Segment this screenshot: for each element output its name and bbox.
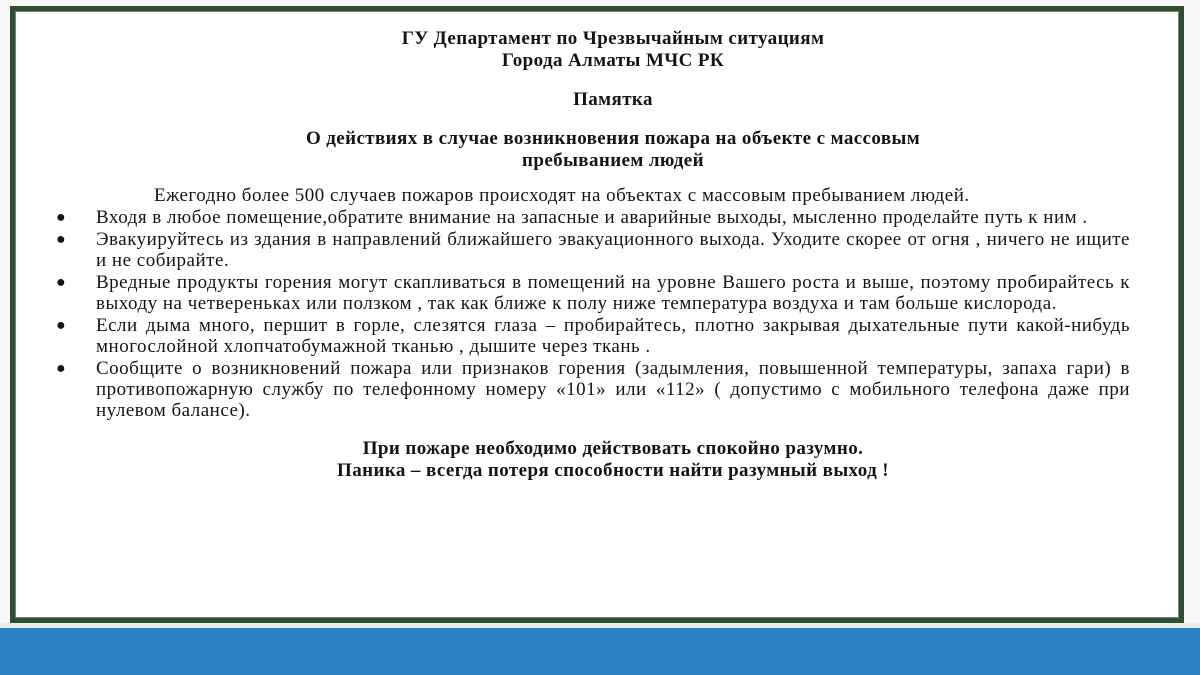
bullet-icon: ● xyxy=(56,209,67,226)
list-item xyxy=(56,315,1130,357)
closing-line-2: Паника – всегда потеря способности найти разумный выход ! xyxy=(337,460,889,481)
bullet-icon: ● xyxy=(56,274,67,291)
organization-line-2: Города Алматы МЧС РК xyxy=(501,50,725,71)
memo-document xyxy=(56,18,1130,482)
list-item xyxy=(56,272,1130,314)
closing-line-1: При пожаре необходимо действовать спокойно разумно. xyxy=(362,438,864,459)
subject-line-2: пребыванием людей xyxy=(522,150,704,171)
list-item-text: Входя в любое помещение,обратите внимание на запасные и аварийные выходы, мысленно проделайте путь к ним . xyxy=(96,207,1088,228)
intro-paragraph: Ежегодно более 500 случаев пожаров происходят на объектах с массовым пребыванием людей. xyxy=(154,185,970,206)
bullet-icon: ● xyxy=(56,231,67,248)
bullet-icon: ● xyxy=(56,317,67,334)
list-item-text: Если дыма много, першит в горле, слезятся глаза – пробирайтесь, плотно закрывая дыхательные пути какой-нибудь многослойной хлопчатобумажной тканью , дышите через ткань . xyxy=(96,315,1130,357)
instruction-list xyxy=(56,207,1130,421)
organization-line-1: ГУ Департамент по Чрезвычайным ситуациям xyxy=(401,28,825,49)
list-item-text: Сообщите о возникновений пожара или признаков горения (задымления, повышенной температуры, запаха гари) в противопожарную службу по телефонному номеру «101» или «112» ( допустимо с мобильного телефона даже при нулевом балансе). xyxy=(96,358,1130,421)
list-item-text: Вредные продукты горения могут скапливаться в помещений на уровне Вашего роста и выше, поэтому пробирайтесь к выходу на четвереньках или ползком , так как ближе к полу ниже температура воздуха и там больше кислорода. xyxy=(96,272,1130,314)
list-item xyxy=(56,358,1130,421)
subject-line-1: О действиях в случае возникновения пожара на объекте с массовым xyxy=(305,128,921,149)
list-item xyxy=(56,207,1130,228)
list-item-text: Эвакуируйтесь из здания в направлений ближайшего эвакуационного выхода. Уходите скорее от огня , ничего не ищите и не собирайте. xyxy=(96,229,1130,271)
list-item xyxy=(56,229,1130,271)
memo-title: Памятка xyxy=(573,89,653,110)
bottom-accent-bar xyxy=(0,628,1200,675)
bullet-icon: ● xyxy=(56,360,67,377)
